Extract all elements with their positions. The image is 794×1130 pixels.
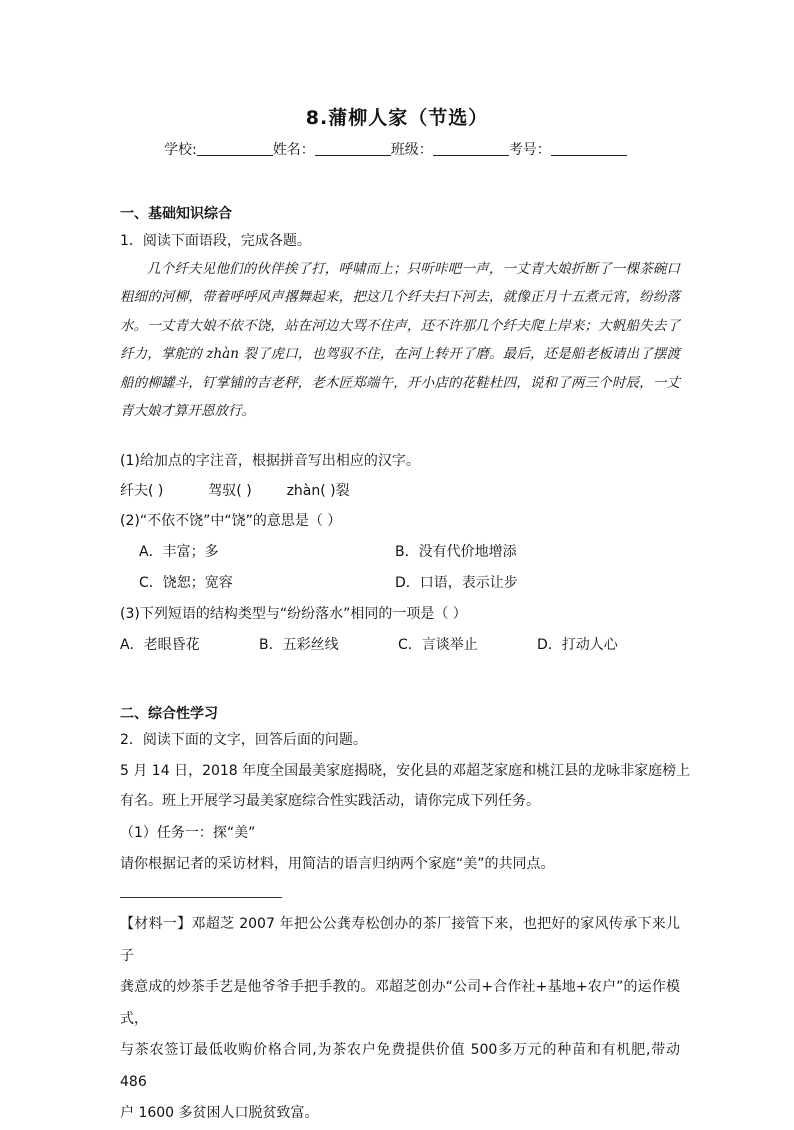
reading-passage	[120, 255, 680, 425]
material-line: 户 1600 多贫困人口脱贫致富。	[120, 1105, 319, 1121]
student-info-row	[164, 139, 627, 159]
name-label: 姓名：	[272, 142, 315, 158]
sub-question-3: (3)下列短语的结构类型与“纷纷落水”相同的一项是（ ）	[120, 606, 467, 622]
passage-text: 几个纤夫见他们的伙伴挨了打，呼啸而上；只听咔吧一声，一丈青大娘折断了一棵茶碗口粗细的河柳，带着呼呼风声撂舞起来，把这几个纤夫扫下河去，就像正月十五煮元宵，纷纷落水。一丈青大娘不依不饶，站在河边大骂不住声，还不许那几个纤夫爬上岸来；大帆船失去了纤力，掌舵的 zhàn 裂了虎口，也驾驭不住，在河上转开了磨。最后，还是船老板请出了摆渡船的柳罐斗，钉掌铺的吉老秤，老木匠郑端午，开小店的花鞋杜四，说和了两三个时辰，一丈青大娘才算开恩放行。	[120, 261, 680, 420]
class-label: 班级：	[390, 142, 433, 158]
school-label: 学校:	[164, 142, 197, 158]
sub-question-1-blanks	[120, 480, 350, 500]
intro-line-2: 有名。班上开展学习最美家庭综合性实践活动，请你完成下列任务。	[120, 793, 540, 809]
sub-question-1: (1)给加点的字注音，根据拼音写出相应的汉字。	[120, 453, 420, 469]
separator-rule	[120, 897, 282, 898]
option-2c[interactable]: C．饶恕；宽容	[139, 575, 233, 591]
option-2a[interactable]: A．丰富；多	[139, 544, 219, 560]
material-line: 【材料一】邓超芝 2007 年把公公龚寿松创办的茶厂接管下来，也把好的家风传承下来儿子	[120, 916, 680, 964]
material-1	[120, 909, 680, 1130]
task-1: （1）任务一：探“美”	[120, 825, 256, 841]
option-2b[interactable]: B．没有代价地增添	[395, 544, 517, 560]
material-line: 与茶农签订最低收购价格合同,为茶农户免费提供价值 500多万元的种苗和有机肥,带动 486	[120, 1042, 680, 1090]
question-2: 2．阅读下面的文字，回答后面的问题。	[120, 732, 367, 748]
section2-heading: 二、综合性学习	[120, 706, 218, 722]
material-line: 龚意成的炒茶手艺是他爷爷手把手教的。邓超芝创办“公司+合作社+基地+农户”的运作模式，	[120, 979, 680, 1027]
page-title: 8.蒲柳人家（节选）	[305, 107, 489, 129]
exam-no-label: 考号：	[508, 142, 551, 158]
section1-heading: 一、基础知识综合	[120, 206, 232, 222]
option-3d[interactable]: D．打动人心	[537, 637, 618, 653]
intro-line-1: 5 月 14 日，2018 年度全国最美家庭揭晓，安化县的邓超芝家庭和桃江县的龙咏非家庭榜上	[120, 763, 691, 779]
option-2d[interactable]: D．口语，表示让步	[395, 575, 518, 591]
sub-question-2: (2)“不依不饶”中“饶”的意思是（ ）	[120, 513, 342, 529]
name-blank[interactable]	[315, 141, 391, 156]
question-1: 1．阅读下面语段，完成各题。	[120, 233, 311, 249]
blank-zhan[interactable]: zhàn( )裂	[286, 483, 350, 499]
school-blank[interactable]	[197, 141, 273, 156]
option-3c[interactable]: C．言谈举止	[398, 637, 478, 653]
option-3b[interactable]: B．五彩丝线	[259, 637, 339, 653]
option-3a[interactable]: A．老眼昏花	[120, 637, 200, 653]
blank-qianfu[interactable]: 纤夫( )	[120, 483, 164, 499]
blank-jiayu[interactable]: 驾驭( )	[208, 483, 252, 499]
task-1-description: 请你根据记者的采访材料，用简洁的语言归纳两个家庭“美”的共同点。	[120, 856, 555, 872]
exam-no-blank[interactable]	[551, 141, 627, 156]
class-blank[interactable]	[433, 141, 509, 156]
